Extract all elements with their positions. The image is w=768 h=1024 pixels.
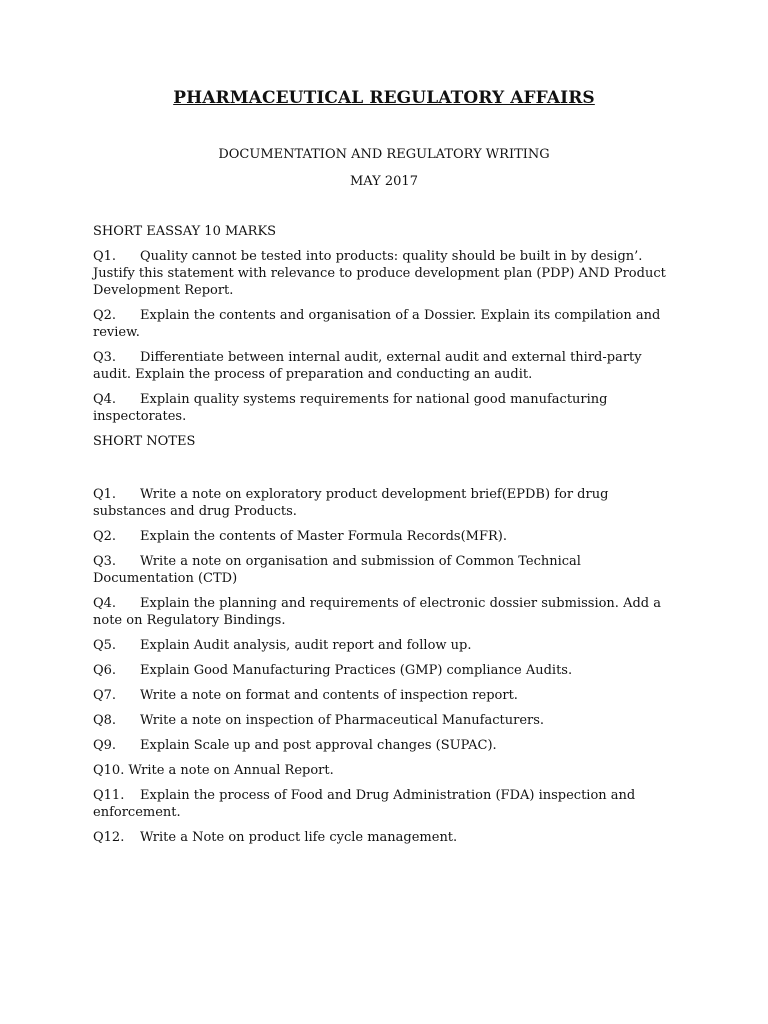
question-text: Explain quality systems requirements for national good manufacturing inspectorates. — [93, 392, 608, 424]
short-essay-heading: SHORT EASSAY 10 MARKS — [93, 224, 277, 239]
note-question — [93, 595, 683, 629]
question-text: Explain the contents of Master Formula Records(MFR). — [140, 529, 507, 544]
short-notes-heading: SHORT NOTES — [93, 434, 196, 449]
spacer — [93, 458, 683, 486]
question-number: Q12. — [93, 830, 125, 845]
question-number: Q11. — [93, 788, 125, 803]
question-number: Q4. — [93, 596, 117, 611]
question-number: Q3. — [93, 350, 117, 365]
question-number: Q7. — [93, 688, 117, 703]
note-question — [93, 787, 683, 821]
question-number: Q10. — [93, 763, 125, 778]
note-question — [93, 762, 683, 779]
essay-question — [93, 391, 683, 425]
note-question — [93, 712, 683, 729]
document-date: MAY 2017 — [350, 174, 418, 189]
note-question — [93, 662, 683, 679]
note-question — [93, 528, 683, 545]
question-text: Explain Audit analysis, audit report and follow up. — [140, 638, 472, 653]
question-number: Q1. — [93, 487, 117, 502]
question-number: Q1. — [93, 249, 117, 264]
question-number: Q6. — [93, 663, 117, 678]
note-question — [93, 737, 683, 754]
question-text: Write a Note on product life cycle management. — [140, 830, 458, 845]
question-text: Explain Good Manufacturing Practices (GMP) compliance Audits. — [140, 663, 573, 678]
question-text: Explain the contents and organisation of a Dossier. Explain its compilation and review. — [93, 308, 661, 340]
note-question — [93, 829, 683, 846]
question-number: Q3. — [93, 554, 117, 569]
note-question — [93, 486, 683, 520]
note-question — [93, 637, 683, 654]
question-number: Q2. — [93, 529, 117, 544]
document-content — [93, 223, 683, 854]
document-title: PHARMACEUTICAL REGULATORY AFFAIRS — [173, 88, 595, 108]
question-text: Differentiate between internal audit, external audit and external third-party audit. Explain the process of preparation and conducting an audit. — [93, 350, 642, 382]
question-text: Explain the process of Food and Drug Administration (FDA) inspection and enforcement. — [93, 788, 636, 820]
question-text: Write a note on exploratory product development brief(EPDB) for drug substances and drug Products. — [93, 487, 609, 519]
question-text: Write a note on inspection of Pharmaceutical Manufacturers. — [140, 713, 545, 728]
question-text: Write a note on organisation and submission of Common Technical Documentation (CTD) — [93, 554, 581, 586]
note-question — [93, 687, 683, 704]
essay-question — [93, 349, 683, 383]
essay-question — [93, 307, 683, 341]
question-number: Q9. — [93, 738, 117, 753]
question-text: Write a note on format and contents of inspection report. — [140, 688, 518, 703]
question-text: Explain the planning and requirements of electronic dossier submission. Add a note on Regulatory Bindings. — [93, 596, 661, 628]
note-question — [93, 553, 683, 587]
document-subtitle: DOCUMENTATION AND REGULATORY WRITING — [218, 147, 550, 162]
question-number: Q4. — [93, 392, 117, 407]
question-number: Q5. — [93, 638, 117, 653]
question-text: Write a note on Annual Report. — [128, 763, 334, 778]
question-number: Q2. — [93, 308, 117, 323]
essay-question — [93, 248, 683, 299]
question-text: Explain Scale up and post approval changes (SUPAC). — [140, 738, 497, 753]
question-number: Q8. — [93, 713, 117, 728]
question-text: Quality cannot be tested into products: quality should be built in by design’. Justify this statement with relevance to produce development plan (PDP) AND Product Development Report. — [93, 249, 666, 298]
